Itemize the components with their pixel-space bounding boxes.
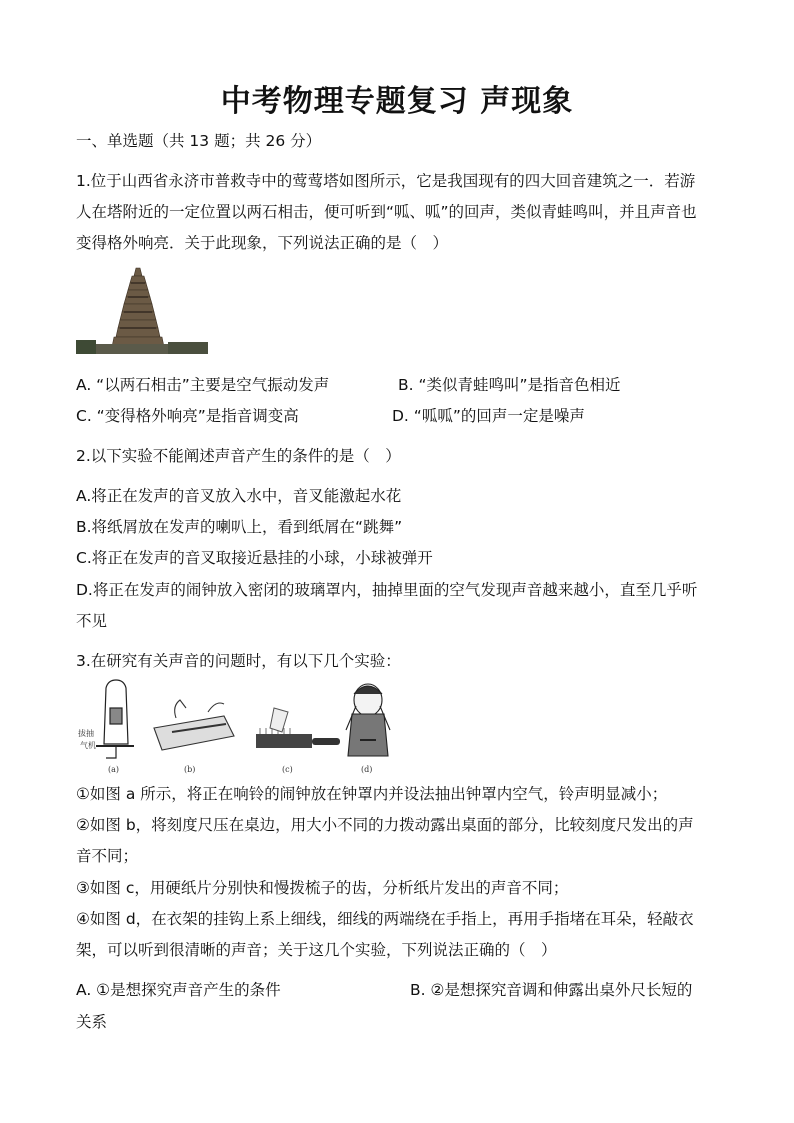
q3-item-2-line-1: ②如图 b，将刻度尺压在桌边，用大小不同的力拨动露出桌面的部分，比较刻度尺发出的声 (76, 816, 694, 834)
q1-option-a: A. “以两石相击”主要是空气振动发声 (76, 376, 330, 394)
figure-label-b: (b) (184, 765, 196, 774)
q2-option-d-line-1: D.将正在发声的闹钟放入密闭的玻璃罩内，抽掉里面的空气发现声音越来越小，直至几乎听 (76, 581, 698, 599)
figure-a-bell-jar (96, 680, 134, 758)
q3-item-2-line-2: 音不同； (76, 847, 139, 865)
q3-item-4-line-2: 架，可以听到很清晰的声音；关于这几个实验，下列说法正确的（ ） (76, 941, 557, 959)
q1-option-d: D. “呱呱”的回声一定是噪声 (392, 407, 585, 425)
q2-option-c: C.将正在发声的音叉取接近悬挂的小球，小球被弹开 (76, 549, 433, 567)
q3-option-b: B. ②是想探究音调和伸露出桌外尺长短的 (410, 981, 693, 999)
q3-item-1: ①如图 a 所示，将正在响铃的闹钟放在钟罩内并设法抽出钟罩内空气，铃声明显减小； (76, 785, 668, 803)
q1-option-b: B. “类似青蛙鸣叫”是指音色相近 (398, 376, 621, 394)
q3-option-a: A. ①是想探究声音产生的条件 (76, 981, 281, 999)
q1-stem-line-2: 人在塔附近的一定位置以两石相击，便可听到“呱、呱”的回声，类似青蛙鸣叫，并且声音也 (76, 203, 697, 221)
figure-d-person (346, 684, 390, 756)
q1-option-c: C. “变得格外响亮”是指音调变高 (76, 407, 299, 425)
figure-label-d: (d) (361, 765, 373, 774)
figure-c-comb (256, 708, 340, 748)
section-heading: 一、单选题（共 13 题；共 26 分） (76, 132, 322, 150)
q3-option-b-line-2: 关系 (76, 1013, 108, 1031)
q1-stem-line-1: 1.位于山西省永济市普救寺中的莺莺塔如图所示，它是我国现有的四大回音建筑之一．若游 (76, 172, 696, 190)
figure-label-c: (c) (282, 765, 293, 774)
q2-option-d-line-2: 不见 (76, 612, 108, 630)
q3-item-4-line-1: ④如图 d，在衣架的挂钩上系上细线，细线的两端绕在手指上，再用手指堵在耳朵，轻敲衣 (76, 910, 694, 928)
experiment-figures (76, 678, 406, 776)
q1-stem-line-3: 变得格外响亮．关于此现象，下列说法正确的是（ ） (76, 234, 449, 252)
q2-stem: 2.以下实验不能阐述声音产生的条件的是（ ） (76, 447, 401, 465)
q3-stem: 3.在研究有关声音的问题时，有以下几个实验： (76, 652, 401, 670)
figure-b-ruler (154, 700, 234, 750)
pump-label-1: 拔抽 (78, 729, 94, 738)
q3-item-3: ③如图 c，用硬纸片分别快和慢拨梳子的齿，分析纸片发出的声音不同； (76, 879, 569, 897)
pump-label-2: 气机 (80, 741, 96, 750)
q2-option-a: A.将正在发声的音叉放入水中，音叉能激起水花 (76, 487, 402, 505)
pagoda-image (76, 262, 208, 354)
figure-label-a: (a) (108, 765, 120, 774)
q2-option-b: B.将纸屑放在发声的喇叭上，看到纸屑在“跳舞” (76, 518, 403, 536)
document-title: 中考物理专题复习 声现象 (220, 84, 574, 119)
